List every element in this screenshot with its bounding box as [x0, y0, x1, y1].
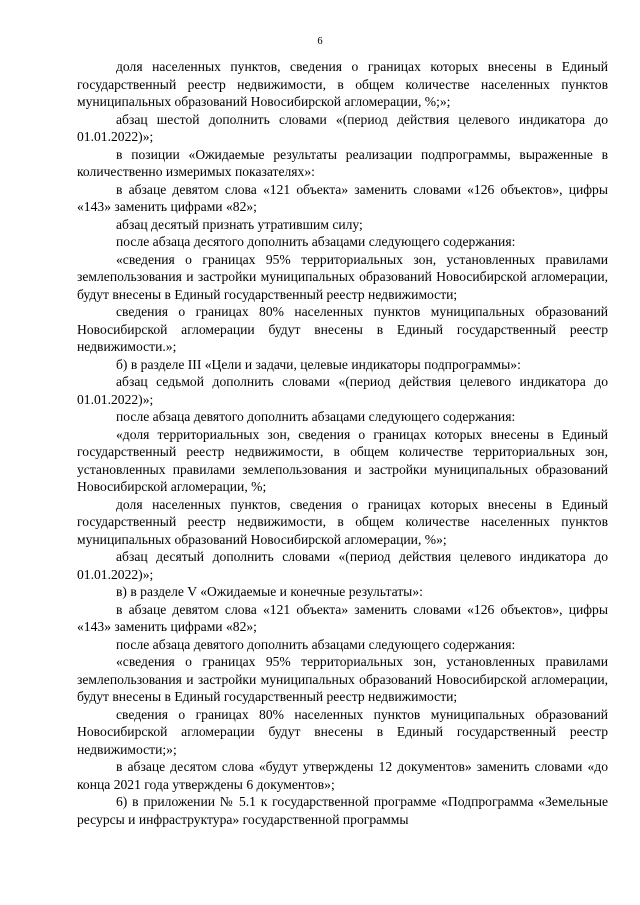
document-body [77, 58, 608, 828]
paragraph: доля населенных пунктов, сведения о границах которых внесены в Единый государственный реестр недвижимости, в общем количестве населенных пунктов муниципальных образований Новосибирской агломерации, %»; [77, 496, 608, 547]
paragraph: «сведения о границах 95% территориальных зон, установленных правилами землепользования и застройки муниципальных образований Новосибирской агломерации, будут внесены в Единый государственный реестр недвижимости; [77, 654, 608, 704]
paragraph: абзац десятый дополнить словами «(период действия целевого индикатора до 01.01.2022)»; [77, 549, 608, 582]
paragraph: в позиции «Ожидаемые результаты реализации подпрограммы, выраженные в количественно измеримых показателях»: [77, 146, 608, 179]
paragraph: после абзаца девятого дополнить абзацами следующего содержания: [116, 636, 516, 652]
paragraph: 6) в приложении № 5.1 к государственной программе «Подпрограмма «Земельные ресурсы и инфраструктура» государственной программы [77, 794, 608, 827]
paragraph: «сведения о границах 95% территориальных зон, установленных правилами землепользования и застройки муниципальных образований Новосибирской агломерации, будут внесены в Единый государственный реестр недвижимости; [77, 251, 608, 302]
paragraph: в абзаце десятом слова «будут утверждены 12 документов» заменить словами «до конца 2021 года утверждены 6 документов»; [77, 759, 608, 792]
paragraph: после абзаца десятого дополнить абзацами следующего содержания: [116, 234, 516, 249]
paragraph: б) в разделе III «Цели и задачи, целевые индикаторы подпрограммы»: [116, 356, 521, 372]
paragraph: абзац седьмой дополнить словами «(период действия целевого индикатора до 01.01.2022)»; [77, 374, 608, 407]
paragraph: после абзаца девятого дополнить абзацами следующего содержания: [116, 409, 516, 424]
paragraph: абзац шестой дополнить словами «(период действия целевого индикатора до 01.01.2022)»; [77, 111, 608, 144]
paragraph: абзац десятый признать утратившим силу; [116, 216, 363, 232]
paragraph: сведения о границах 80% населенных пунктов муниципальных образований Новосибирской агломерации будут внесены в Единый государственный реестр недвижимости;»; [77, 706, 608, 757]
paragraph: сведения о границах 80% населенных пунктов муниципальных образований Новосибирской агломерации будут внесены в Единый государственный реестр недвижимости.»; [77, 304, 608, 354]
paragraph: в абзаце девятом слова «121 объекта» заменить словами «126 объектов», цифры «143» заменить цифрами «82»; [77, 601, 608, 634]
paragraph: в абзаце девятом слова «121 объекта» заменить словами «126 объектов», цифры «143» заменить цифрами «82»; [77, 181, 608, 214]
page-number: 6 [317, 36, 323, 47]
paragraph: доля населенных пунктов, сведения о границах которых внесены в Единый государственный реестр недвижимости, в общем количестве населенных пунктов муниципальных образований Новосибирской агломерации, %;»; [77, 59, 608, 109]
paragraph: «доля территориальных зон, сведения о границах которых внесены в Единый государственный реестр недвижимости, в общем количестве территориальных зон, установленных правилами землепользования и застройки муниципальных образований Новосибирской агломерации, %; [77, 426, 608, 494]
paragraph: в) в разделе V «Ожидаемые и конечные результаты»: [116, 584, 423, 599]
